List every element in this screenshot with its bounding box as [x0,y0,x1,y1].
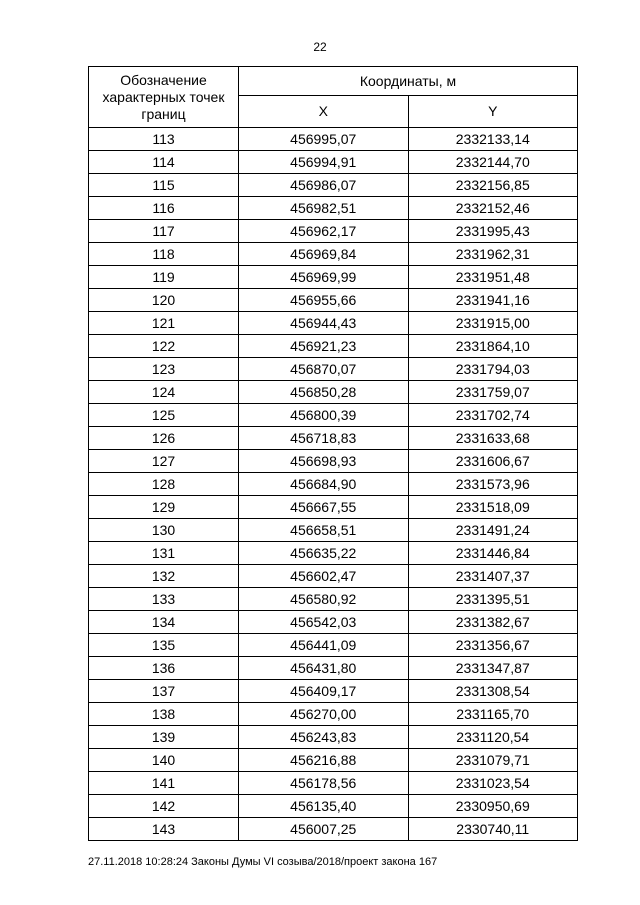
table-row [89,266,578,289]
y-coordinate-cell: 2331633,68 [408,427,578,450]
x-coordinate-cell: 456962,17 [239,220,409,243]
x-coordinate-cell: 456007,25 [239,818,409,841]
table-row [89,818,578,841]
x-coordinate-cell: 456409,17 [239,680,409,703]
point-number-cell: 120 [89,289,239,312]
x-coordinate-cell: 456870,07 [239,358,409,381]
y-coordinate-cell: 2331491,24 [408,519,578,542]
x-coordinate-cell: 456243,83 [239,726,409,749]
table-row [89,657,578,680]
table-row [89,197,578,220]
point-number-cell: 141 [89,772,239,795]
table-row [89,381,578,404]
header-y: Y [408,96,578,128]
y-coordinate-cell: 2331079,71 [408,749,578,772]
point-number-cell: 132 [89,565,239,588]
x-coordinate-cell: 456542,03 [239,611,409,634]
y-coordinate-cell: 2331446,84 [408,542,578,565]
point-number-cell: 115 [89,174,239,197]
point-number-cell: 121 [89,312,239,335]
x-coordinate-cell: 456850,28 [239,381,409,404]
x-coordinate-cell: 456986,07 [239,174,409,197]
y-coordinate-cell: 2331407,37 [408,565,578,588]
point-number-cell: 136 [89,657,239,680]
x-coordinate-cell: 456982,51 [239,197,409,220]
table-row [89,243,578,266]
point-number-cell: 122 [89,335,239,358]
y-coordinate-cell: 2332133,14 [408,128,578,151]
header-x: X [239,96,409,128]
y-coordinate-cell: 2331606,67 [408,450,578,473]
point-number-cell: 130 [89,519,239,542]
table-row [89,289,578,312]
x-coordinate-cell: 456580,92 [239,588,409,611]
x-coordinate-cell: 456698,93 [239,450,409,473]
table-row [89,496,578,519]
y-coordinate-cell: 2331915,00 [408,312,578,335]
y-coordinate-cell: 2331165,70 [408,703,578,726]
y-coordinate-cell: 2332144,70 [408,151,578,174]
x-coordinate-cell: 456602,47 [239,565,409,588]
footer-text: 27.11.2018 10:28:24 Законы Думы VI созыва/2018/проект закона 167 [88,856,438,868]
x-coordinate-cell: 456944,43 [239,312,409,335]
point-number-cell: 116 [89,197,239,220]
y-coordinate-cell: 2331995,43 [408,220,578,243]
y-coordinate-cell: 2331023,54 [408,772,578,795]
table-row [89,427,578,450]
point-number-cell: 126 [89,427,239,450]
x-coordinate-cell: 456635,22 [239,542,409,565]
x-coordinate-cell: 456270,00 [239,703,409,726]
x-coordinate-cell: 456921,23 [239,335,409,358]
y-coordinate-cell: 2330950,69 [408,795,578,818]
x-coordinate-cell: 456441,09 [239,634,409,657]
y-coordinate-cell: 2331395,51 [408,588,578,611]
point-number-cell: 128 [89,473,239,496]
point-number-cell: 139 [89,726,239,749]
table-row [89,128,578,151]
point-number-cell: 137 [89,680,239,703]
table-row [89,220,578,243]
point-number-cell: 134 [89,611,239,634]
y-coordinate-cell: 2331573,96 [408,473,578,496]
y-coordinate-cell: 2331951,48 [408,266,578,289]
y-coordinate-cell: 2331702,74 [408,404,578,427]
y-coordinate-cell: 2332156,85 [408,174,578,197]
y-coordinate-cell: 2331864,10 [408,335,578,358]
y-coordinate-cell: 2331120,54 [408,726,578,749]
table-row [89,726,578,749]
table-row [89,588,578,611]
point-number-cell: 129 [89,496,239,519]
point-number-cell: 127 [89,450,239,473]
y-coordinate-cell: 2331308,54 [408,680,578,703]
header-coordinates: Координаты, м [239,67,578,96]
y-coordinate-cell: 2331962,31 [408,243,578,266]
point-number-cell: 131 [89,542,239,565]
point-number-cell: 133 [89,588,239,611]
point-number-cell: 114 [89,151,239,174]
point-number-cell: 138 [89,703,239,726]
point-number-cell: 124 [89,381,239,404]
x-coordinate-cell: 456667,55 [239,496,409,519]
x-coordinate-cell: 456995,07 [239,128,409,151]
point-number-cell: 143 [89,818,239,841]
x-coordinate-cell: 456178,56 [239,772,409,795]
x-coordinate-cell: 456800,39 [239,404,409,427]
table-row [89,473,578,496]
point-number-cell: 135 [89,634,239,657]
x-coordinate-cell: 456135,40 [239,795,409,818]
coordinates-table [88,66,578,841]
point-number-cell: 125 [89,404,239,427]
table-row [89,634,578,657]
y-coordinate-cell: 2331941,16 [408,289,578,312]
table-row [89,358,578,381]
x-coordinate-cell: 456216,88 [239,749,409,772]
table-row [89,151,578,174]
table-body [89,128,578,841]
y-coordinate-cell: 2331794,03 [408,358,578,381]
table-row [89,795,578,818]
x-coordinate-cell: 456658,51 [239,519,409,542]
x-coordinate-cell: 456969,99 [239,266,409,289]
point-number-cell: 118 [89,243,239,266]
y-coordinate-cell: 2331347,87 [408,657,578,680]
point-number-cell: 142 [89,795,239,818]
point-number-cell: 117 [89,220,239,243]
x-coordinate-cell: 456955,66 [239,289,409,312]
table-row [89,772,578,795]
table-row [89,703,578,726]
table-row [89,312,578,335]
header-point-designation: Обозначение характерных точек границ [89,67,239,128]
table-row [89,565,578,588]
table-row [89,680,578,703]
point-number-cell: 140 [89,749,239,772]
table-row [89,404,578,427]
y-coordinate-cell: 2331759,07 [408,381,578,404]
table-row [89,749,578,772]
y-coordinate-cell: 2331356,67 [408,634,578,657]
table-row [89,450,578,473]
point-number-cell: 123 [89,358,239,381]
x-coordinate-cell: 456718,83 [239,427,409,450]
x-coordinate-cell: 456969,84 [239,243,409,266]
x-coordinate-cell: 456684,90 [239,473,409,496]
x-coordinate-cell: 456431,80 [239,657,409,680]
table-row [89,519,578,542]
y-coordinate-cell: 2331382,67 [408,611,578,634]
page-number: 22 [313,40,327,54]
table-row [89,611,578,634]
x-coordinate-cell: 456994,91 [239,151,409,174]
y-coordinate-cell: 2332152,46 [408,197,578,220]
point-number-cell: 119 [89,266,239,289]
table-row [89,174,578,197]
table-row [89,542,578,565]
y-coordinate-cell: 2331518,09 [408,496,578,519]
table-row [89,335,578,358]
point-number-cell: 113 [89,128,239,151]
y-coordinate-cell: 2330740,11 [408,818,578,841]
